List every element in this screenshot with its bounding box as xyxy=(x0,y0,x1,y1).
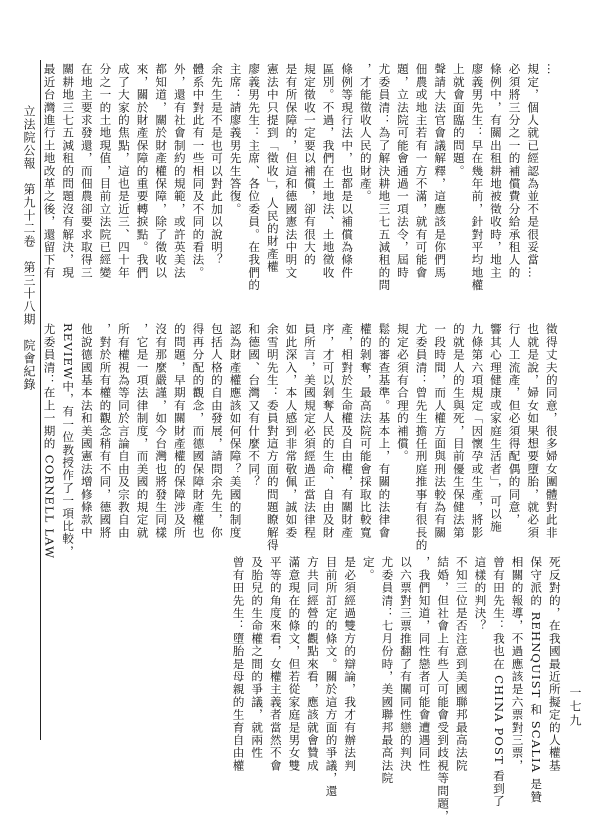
text-column: 一段時間，而人權方面與刑法較為有關 xyxy=(433,323,448,539)
text-column: 的問題，早期有關財產權的保障涉及所 xyxy=(172,323,187,539)
text-column: 相關的報導，不過應該是六票對三票， xyxy=(510,556,525,772)
text-column: 是必須經過雙方的辯論，我才有辦法判 xyxy=(343,556,358,772)
text-column: 規定必須有合理的補償。 xyxy=(395,323,410,463)
text-column: 這樣的判決？ xyxy=(473,556,488,633)
text-column: 行人工流產，但必須得配偶的同意， xyxy=(507,323,522,527)
text-column: 尤委員清：曾先生擔任刑庭推事有很長的 xyxy=(414,323,429,552)
text-column: 及胎兒的生命權之間的爭議，就兩性 xyxy=(250,556,265,760)
text-column: 體系中對此有一些相同及不同的看法。 xyxy=(191,63,206,279)
text-column: 沒有那麼嚴謹，如今台灣也將發生同樣 xyxy=(154,323,169,539)
text-column: 員所言，美國規定必須經過正當法律程 xyxy=(302,323,317,539)
text-column: 主席：請廖義男先生答復。 xyxy=(228,63,243,216)
text-column: 條例等現行法中，也都是以補償為條件 xyxy=(340,63,355,279)
text-column: 廖義男先生：早在幾年前，針對平均地權 xyxy=(470,63,485,292)
text-column: 平等的角度來看，女權主義者當然不會 xyxy=(268,556,283,772)
text-column: 滿意現在的條文，但若從家庭是男女雙 xyxy=(287,556,302,772)
journal-title: 立法院公報 xyxy=(22,105,36,170)
text-column: 的就是人的生與死，目前優生保健法第 xyxy=(451,323,466,539)
text-column: ，它是一項法律制度，而美國的規定就 xyxy=(135,323,150,539)
header-rule xyxy=(40,60,41,740)
text-column: 尤委員清：在上一期的 CORNELL LAW xyxy=(42,323,57,560)
text-column: 方共同經營的觀點來看，應該就會贊成 xyxy=(305,556,320,772)
text-column: ，我們知道，同性戀者可能會遭遇同性 xyxy=(417,556,432,772)
text-column: 外，還有社會制約的規範，或許英美法 xyxy=(172,63,187,279)
text-column: 區別。不過，我們在土地法、土地徵收 xyxy=(321,63,336,279)
text-column: 響其心理健康或家庭生活者」，可以施 xyxy=(488,323,503,534)
text-column: 是有所保障的，但這和德國憲法中明文 xyxy=(284,63,299,279)
text-column: 包括人格的自由發展，請問余先生，你 xyxy=(209,323,224,539)
text-column: 必須將三分之一的補償費分給承租人的 xyxy=(507,63,522,279)
text-column: 定。 xyxy=(361,556,376,582)
text-column: 題，立法院可能會通過一項法令，屆時 xyxy=(395,63,410,279)
text-column: 所有權視為等同於言論自由及宗教自由 xyxy=(116,323,131,539)
text-column: 條例中，有關出租耕地被徵收時，地主 xyxy=(488,63,503,279)
text-column: ，對於所有權的觀念稍有不同，德國將 xyxy=(98,323,113,539)
text-column: 上就會面臨的問題。 xyxy=(451,63,466,178)
text-column: 成了大家的焦點，這也是近三、四十年 xyxy=(116,63,131,279)
text-column: 聲請大法官會議解釋，這應該是你們馬 xyxy=(433,63,448,279)
text-column: 廖義男先生：主席、各位委員。在我們的 xyxy=(247,63,262,292)
text-column: 目前所訂定的條文。關於這方面的爭議，還 xyxy=(324,556,339,798)
text-column: 也就是說，婦女如果想要墮胎，就必須 xyxy=(526,323,541,539)
text-column: 權的剝奪，最高法院可能會採取比較寬 xyxy=(358,323,373,539)
text-column: 他說德國基本法和美國憲法增修條款中 xyxy=(79,323,94,539)
text-column: 曾有田先生：墮胎是母親的生育自由權 xyxy=(231,556,246,772)
text-column: 尤委員清：為了解決耕地三七五減租的問 xyxy=(377,63,392,292)
text-column: 認為財產權應該如何保障？美國的制度 xyxy=(228,323,243,539)
text-column: 分之一的土地現值，目前立法院已經變 xyxy=(98,63,113,279)
text-column: 結婚，但社會上有些人可能會受到歧視等問題， xyxy=(436,556,451,823)
text-column: ，才能徵收人民的財產。 xyxy=(358,63,373,203)
text-column: 關耕地三七五減租的問題沒有解決，現 xyxy=(61,63,76,279)
page-number: 一七九 xyxy=(568,686,582,728)
text-column: 序，才可以剝奪人民的生命、自由及財 xyxy=(321,323,336,539)
text-column: 九條第六項規定「因懷孕或生產，將影 xyxy=(470,323,485,539)
text-column: 以六票對三票推翻了有關同性戀的判決 xyxy=(398,556,413,772)
text-column: 產，相對於生命權及自由權，有關財產 xyxy=(340,323,355,539)
text-column: 曾有田先生：我也在 CHINA POST 看到了 xyxy=(491,556,506,808)
text-column: 死反對的，在我國最近所擬定的人權基 xyxy=(547,556,562,772)
issue-number: 第九十二卷 第三十八期 xyxy=(22,183,36,326)
text-column: 都知道，關於財產權保障，除了徵收以 xyxy=(154,63,169,279)
text-column: 最近台灣進行土地改革之後，還留下有 xyxy=(42,63,57,279)
section-title: 院會紀錄 xyxy=(22,339,36,391)
text-column: 不知三位是否注意到美國聯邦最高法院 xyxy=(454,556,469,772)
text-column: 得再分配的觀念，而德國保障財產權也 xyxy=(191,323,206,539)
text-column: 佃農或地主若有一方不滿，就有可能會 xyxy=(414,63,429,279)
text-column: 和德國、台灣又有什麼不同？ xyxy=(247,323,262,489)
text-column: 徵得丈夫的同意，很多婦女團體對此非 xyxy=(544,323,559,539)
text-column: 憲法中只提到「徵收」，人民的財產權 xyxy=(265,63,280,274)
journal-header xyxy=(21,105,38,391)
text-column: … xyxy=(544,63,559,76)
text-column: 在地主要求發還，而佃農卻要求取得三 xyxy=(79,63,94,279)
text-column: 尤委員清：七月份時，美國聯邦最高法院 xyxy=(380,556,395,785)
text-column: 余雪明先生：委員對這方面的問題瞭解得 xyxy=(265,323,280,552)
text-column: 余先生是不是也可以對此加以說明？ xyxy=(209,63,224,267)
text-column: 來，關於財產保障的重要轉捩點。我們 xyxy=(135,63,150,279)
text-column: 規定，個人就已經認為並不是很妥當… xyxy=(526,63,541,279)
text-column: 規定徵收一定要以補償，卻有很大的 xyxy=(302,63,317,267)
text-column: 保守派的 REHNQUIST 和 SCALIA 是贊 xyxy=(529,556,544,804)
text-column: 鬆的審查基準。基本上，有關的法律會 xyxy=(377,323,392,539)
text-column: REVIEW中，有一位教授作了一項比較， xyxy=(61,323,76,558)
text-column: 如此深入，本人感到非常敬佩，誠如委 xyxy=(284,323,299,539)
